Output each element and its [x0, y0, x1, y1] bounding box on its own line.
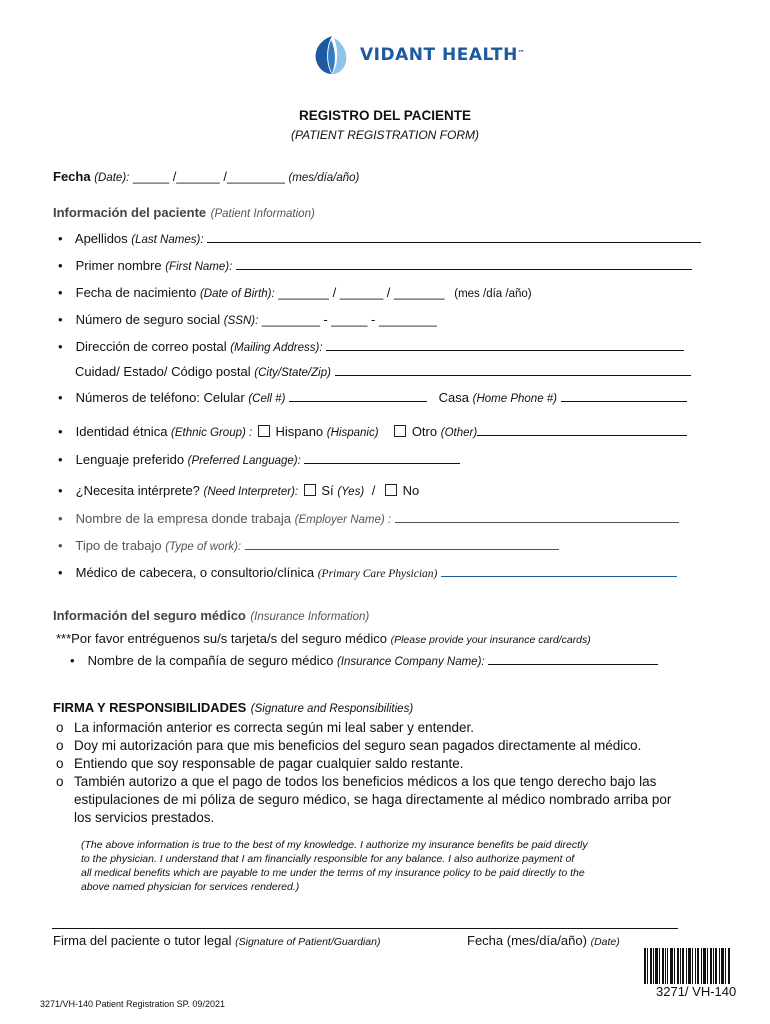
interpreter-field[interactable]: • ¿Necesita intérprete? (Need Interpreter): Sí (Yes) / No: [58, 483, 420, 498]
responsibility-item: o Doy mi autorización para que mis beneficios del seguro sean pagados directamente al médico.: [56, 738, 642, 753]
first-name-field[interactable]: • Primer nombre (First Name):: [58, 258, 692, 273]
interpreter-yes-checkbox[interactable]: [304, 484, 316, 496]
employer-field[interactable]: • Nombre de la empresa donde trabaja (Employer Name) :: [58, 511, 679, 526]
form-title: REGISTRO DEL PACIENTE: [298, 108, 472, 123]
interpreter-no-checkbox[interactable]: [385, 484, 397, 496]
bullet-icon: •: [58, 424, 63, 439]
barcode-icon: [644, 948, 730, 984]
signature-label: Firma del paciente o tutor legal (Signature of Patient/Guardian): [53, 933, 381, 948]
responsibility-item: o Entiendo que soy responsable de pagar cualquier saldo restante.: [56, 756, 464, 771]
responsibility-item: o La información anterior es correcta según mi leal saber y entender.: [56, 720, 474, 735]
bullet-icon: •: [58, 565, 63, 580]
bullet-icon: •: [58, 511, 63, 526]
preferred-language-field[interactable]: • Lenguaje preferido (Preferred Language):: [58, 452, 460, 467]
ethnicity-field[interactable]: • Identidad étnica (Ethnic Group) : Hispano (Hispanic) Otro (Other): [58, 424, 687, 439]
other-checkbox[interactable]: [394, 425, 406, 437]
ssn-field[interactable]: • Número de seguro social (SSN): ________ - _____ - ________: [58, 312, 437, 327]
insurance-company-field[interactable]: • Nombre de la compañía de seguro médico (Insurance Company Name):: [70, 653, 658, 668]
primary-physician-field[interactable]: • Médico de cabecera, o consultorio/clínica (Primary Care Physician): [58, 565, 677, 580]
insurance-card-request: ***Por favor entréguenos su/s tarjeta/s del seguro médico (Please provide your insurance card/cards): [56, 631, 591, 646]
patient-info-heading: Información del paciente (Patient Information): [53, 205, 315, 220]
date-row[interactable]: Fecha (Date): _____ /______ /________ (mes/día/año): [53, 169, 360, 184]
vidant-health-logo: [312, 34, 525, 76]
responsibility-item-cont: los servicios prestados.: [74, 810, 215, 825]
bullet-icon: •: [58, 483, 63, 498]
last-names-field[interactable]: • Apellidos (Last Names):: [58, 231, 701, 246]
bullet-icon: •: [58, 390, 63, 405]
english-disclaimer-line: all medical benefits which are payable to me under the terms of my insurance policy to be paid directly to the: [81, 867, 585, 879]
mailing-address-field[interactable]: • Dirección de correo postal (Mailing Address):: [58, 339, 684, 354]
bullet-icon: •: [58, 231, 63, 246]
insurance-info-heading: Información del seguro médico (Insurance Information): [53, 608, 370, 623]
english-disclaimer-line: above named physician for services rendered.): [81, 881, 300, 893]
signature-heading: FIRMA Y RESPONSIBILIDADES (Signature and Responsibilities): [53, 700, 414, 715]
vidant-leaf-icon: [312, 34, 356, 76]
work-type-field[interactable]: • Tipo de trabajo (Type of work):: [58, 538, 559, 553]
bullet-icon: •: [58, 339, 63, 354]
bullet-icon: •: [70, 653, 75, 668]
bullet-icon: •: [58, 312, 63, 327]
phone-numbers-field[interactable]: • Números de teléfono: Celular (Cell #) Casa (Home Phone #): [58, 390, 687, 405]
dob-field[interactable]: • Fecha de nacimiento (Date of Birth): _______ / ______ / _______ (mes /día /año): [58, 285, 532, 300]
bullet-icon: •: [58, 285, 63, 300]
form-code-footer: 3271/VH-140 Patient Registration SP. 09/2021: [40, 999, 225, 1009]
barcode-label: 3271/ VH-140: [656, 984, 737, 999]
bullet-icon: •: [58, 538, 63, 553]
hispanic-checkbox[interactable]: [258, 425, 270, 437]
bullet-icon: •: [58, 452, 63, 467]
city-state-zip-field[interactable]: Cuidad/ Estado/ Código postal (City/State/Zip): [75, 364, 691, 379]
responsibility-item: o También autorizo a que el pago de todos los beneficios médicos a los que tengo derecho bajo las: [56, 774, 657, 789]
signature-date-label: Fecha (mes/día/año) (Date): [467, 933, 620, 948]
bullet-icon: •: [58, 258, 63, 273]
english-disclaimer-line: to the physician. I understand that I am financially responsible for any balance. I also authorize payment of: [81, 853, 575, 865]
english-disclaimer-line: (The above information is true to the best of my knowledge. I authorize my insurance benefits be paid directly: [81, 839, 588, 851]
brand-name: VIDANT HEALTH™: [360, 45, 526, 65]
responsibility-item-cont: estipulaciones de mi póliza de seguro médico, se haga directamente al médico nombrado arriba por: [74, 792, 672, 807]
signature-line[interactable]: [52, 928, 678, 929]
form-subtitle: (PATIENT REGISTRATION FORM): [291, 128, 479, 142]
